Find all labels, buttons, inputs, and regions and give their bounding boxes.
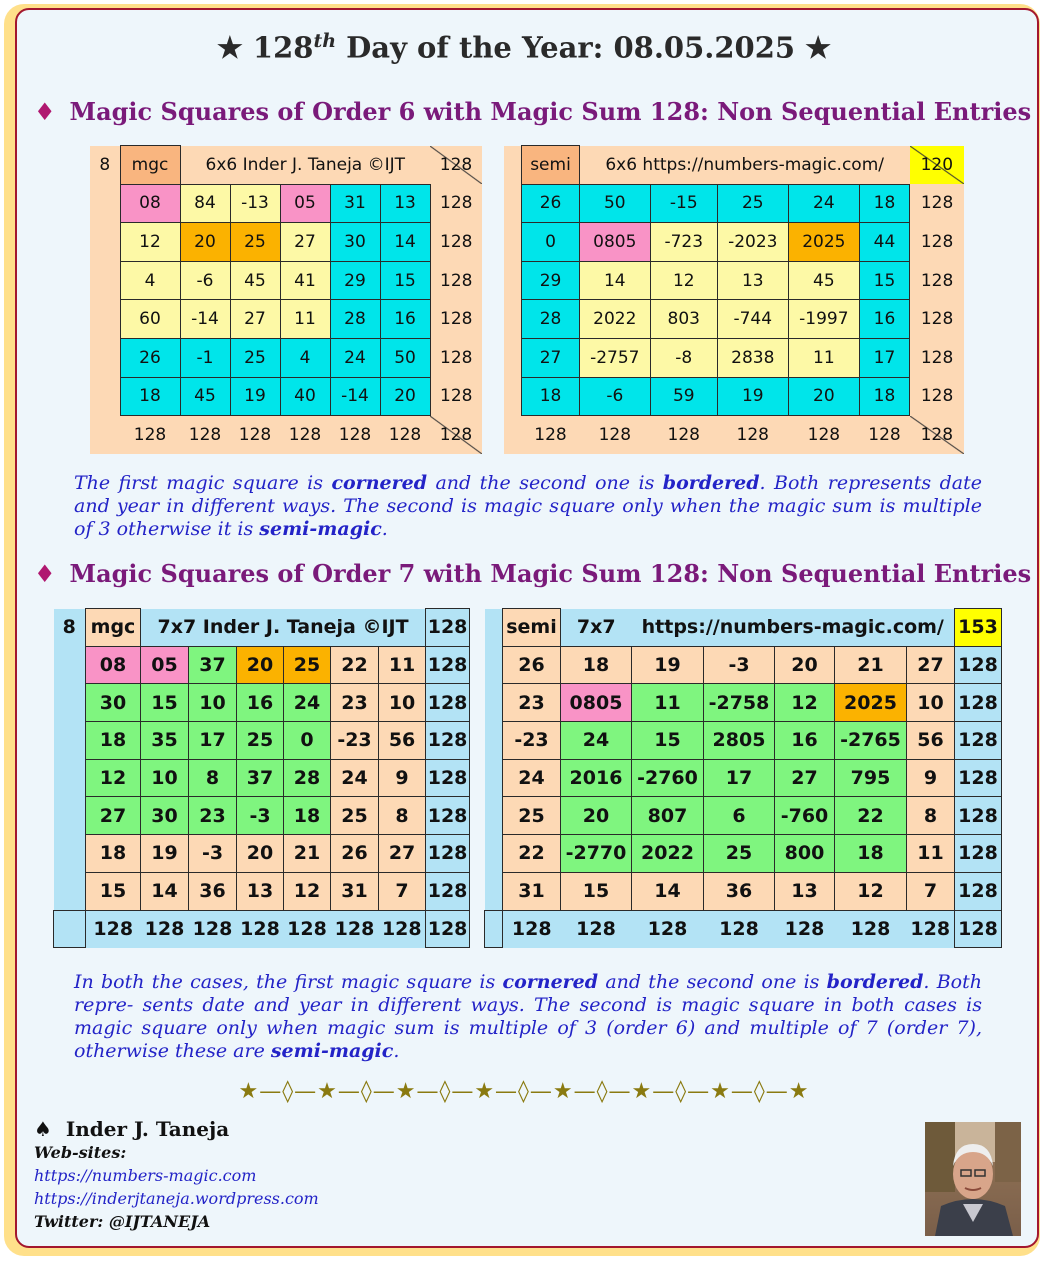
cell: 18 — [86, 722, 141, 760]
row-sum: 128 — [426, 872, 470, 910]
cell: 84 — [180, 184, 230, 223]
cell: 9 — [907, 759, 955, 797]
row-sum: 128 — [910, 300, 964, 339]
cell: 18 — [835, 835, 907, 873]
cell: 12 — [775, 684, 835, 722]
row-sum: 128 — [910, 338, 964, 377]
magic-square-6-bordered — [504, 145, 964, 454]
cell: 27 — [522, 338, 579, 377]
cell: 16 — [859, 300, 909, 339]
diagonal-sum: 128 — [426, 609, 470, 647]
cell: 21 — [835, 646, 907, 684]
cell: 13 — [775, 872, 835, 910]
cell: 30 — [141, 797, 189, 835]
row-sum: 128 — [426, 797, 470, 835]
cell: 12 — [835, 872, 907, 910]
cell: 24 — [503, 759, 561, 797]
cell: 11 — [379, 646, 426, 684]
cell: 2022 — [632, 835, 704, 873]
cell: 31 — [330, 184, 380, 223]
cell: -760 — [775, 797, 835, 835]
row-sum: 128 — [430, 223, 482, 262]
col-sum: 128 — [632, 910, 704, 948]
cell: 30 — [86, 684, 141, 722]
cell: 25 — [284, 646, 331, 684]
cell: 0 — [522, 223, 579, 262]
cell: 11 — [632, 684, 704, 722]
cell: 2022 — [579, 300, 650, 339]
cell: 795 — [835, 759, 907, 797]
cell: 37 — [189, 646, 237, 684]
cell: 22 — [503, 835, 561, 873]
table-caption: https://numbers-magic.com/ — [632, 609, 955, 647]
cell: 8 — [189, 759, 237, 797]
cell: 30 — [330, 223, 380, 262]
cell: 24 — [331, 759, 379, 797]
col-sum: 128 — [120, 416, 180, 454]
col-sum: 128 — [788, 416, 859, 454]
cell: 26 — [331, 835, 379, 873]
cell: -2757 — [579, 338, 650, 377]
cell: 7 — [379, 872, 426, 910]
cell: 18 — [284, 797, 331, 835]
cell: 18 — [120, 377, 180, 416]
cell: -6 — [180, 261, 230, 300]
cell: 11 — [907, 835, 955, 873]
row-sum: 128 — [955, 835, 1002, 873]
author-name: ♠ Inder J. Taneja — [34, 1117, 230, 1141]
col-sum: 128 — [380, 416, 430, 454]
cell: 17 — [189, 722, 237, 760]
cell: 27 — [775, 759, 835, 797]
row-sum: 128 — [426, 684, 470, 722]
col-sum: 128 — [180, 416, 230, 454]
cell: 12 — [120, 223, 180, 262]
cell: 27 — [907, 646, 955, 684]
section-heading-order6: ♦ Magic Squares of Order 6 with Magic Sum 128: Non Sequential Entries — [34, 97, 1032, 126]
cell: 14 — [579, 261, 650, 300]
description-order6: The first magic square is cornered and the second one is bordered. Both represents date and year in different ways. The second is magic square only when the magic sum is multiple of 3 otherwise it is semi-magic. — [74, 472, 982, 540]
diagonal-sum: 128 — [430, 146, 482, 185]
cell: 10 — [907, 684, 955, 722]
col-sum: 128 — [330, 416, 380, 454]
website-link-2[interactable]: https://inderjtaneja.wordpress.com — [34, 1189, 319, 1208]
diagonal-sum: 120 — [910, 146, 964, 185]
row-sum: 128 — [426, 759, 470, 797]
cell: 18 — [561, 646, 632, 684]
cell: 19 — [230, 377, 280, 416]
col-sum: 128 — [284, 910, 331, 948]
website-link-1[interactable]: https://numbers-magic.com — [34, 1166, 257, 1185]
cell: 19 — [141, 835, 189, 873]
cell: 23 — [331, 684, 379, 722]
cell: 18 — [86, 835, 141, 873]
col-sum: 128 — [331, 910, 379, 948]
row-sum: 128 — [430, 184, 482, 223]
cell: 24 — [284, 684, 331, 722]
cell: 56 — [379, 722, 426, 760]
cell: 4 — [280, 338, 330, 377]
section-heading-order7: ♦ Magic Squares of Order 7 with Magic Sum 128: Non Sequential Entries — [34, 559, 1032, 588]
author-footer — [34, 1117, 319, 1233]
row-sum: 128 — [910, 184, 964, 223]
cell: 13 — [717, 261, 788, 300]
cell: 8 — [907, 797, 955, 835]
cell: -3 — [189, 835, 237, 873]
cell: 25 — [503, 797, 561, 835]
col-sum: 128 — [86, 910, 141, 948]
cell: 10 — [189, 684, 237, 722]
star-divider: ★—◊—★—◊—★—◊—★—◊—★—◊—★—◊—★—◊—★ — [238, 1079, 810, 1104]
cell: 20 — [775, 646, 835, 684]
cell: 23 — [189, 797, 237, 835]
cell: 0 — [284, 722, 331, 760]
row-sum: 128 — [955, 872, 1002, 910]
cell: 14 — [141, 872, 189, 910]
cell: 59 — [650, 377, 717, 416]
cell: -2770 — [561, 835, 632, 873]
websites-label: Web-sites: — [34, 1143, 127, 1162]
col-sum: 128 — [237, 910, 284, 948]
cell: 16 — [237, 684, 284, 722]
cell: 14 — [632, 872, 704, 910]
col-sum: 128 — [522, 416, 579, 454]
cell: 23 — [503, 684, 561, 722]
cell: 50 — [579, 184, 650, 223]
cell: 18 — [522, 377, 579, 416]
type-label: mgc — [120, 146, 180, 185]
diamond-icon: ♦ — [34, 559, 56, 588]
type-label: semi — [522, 146, 579, 185]
cell: 10 — [379, 684, 426, 722]
cell: -14 — [180, 300, 230, 339]
cell: -2758 — [704, 684, 775, 722]
cell: -23 — [331, 722, 379, 760]
col-sum: 128 — [379, 910, 426, 948]
cell: 27 — [230, 300, 280, 339]
cell: 17 — [859, 338, 909, 377]
cell: 40 — [280, 377, 330, 416]
description-order7: In both the cases, the first magic square is cornered and the second one is bordered. Both repre- sents date and year in different ways. The second is magic square in both cases is magic square only when magic sum is multiple of 3 (order 6) and multiple of 7 (order 7), otherwise these are semi-magic. — [74, 971, 982, 1062]
row-sum: 128 — [426, 835, 470, 873]
cell: 25 — [237, 722, 284, 760]
cell: -6 — [579, 377, 650, 416]
cell: 60 — [120, 300, 180, 339]
cell: 45 — [230, 261, 280, 300]
row-sum: 128 — [426, 646, 470, 684]
cell: 0805 — [561, 684, 632, 722]
cell: -1997 — [788, 300, 859, 339]
order-label: 7x7 — [561, 609, 632, 647]
order-cell: 8 — [90, 146, 120, 185]
cell: 08 — [120, 184, 180, 223]
type-label: semi — [503, 609, 561, 647]
cell: 37 — [237, 759, 284, 797]
diagonal-sum: 128 — [430, 416, 482, 454]
type-label: mgc — [86, 609, 141, 647]
diagonal-sum: 128 — [910, 416, 964, 454]
cell: 27 — [86, 797, 141, 835]
page-title: ★ 128th Day of the Year: 08.05.2025 ★ — [216, 30, 832, 65]
cell: 24 — [330, 338, 380, 377]
cell: -3 — [704, 646, 775, 684]
table-caption: 6x6 Inder J. Taneja ©IJT — [180, 146, 430, 185]
col-sum: 128 — [230, 416, 280, 454]
cell: 08 — [86, 646, 141, 684]
row-sum: 128 — [955, 797, 1002, 835]
cell: 17 — [704, 759, 775, 797]
table-caption: 7x7 Inder J. Taneja ©IJT — [141, 609, 426, 647]
col-sum: 128 — [189, 910, 237, 948]
cell: 22 — [835, 797, 907, 835]
cell: 26 — [503, 646, 561, 684]
cell: 20 — [237, 646, 284, 684]
col-sum: 128 — [280, 416, 330, 454]
cell: 44 — [859, 223, 909, 262]
cell: -3 — [237, 797, 284, 835]
cell: 20 — [788, 377, 859, 416]
cell: 22 — [331, 646, 379, 684]
order-cell: 8 — [54, 609, 86, 647]
cell: 2805 — [704, 722, 775, 760]
cell: 28 — [522, 300, 579, 339]
cell: 21 — [284, 835, 331, 873]
cell: 4 — [120, 261, 180, 300]
cell: 11 — [280, 300, 330, 339]
col-sum: 128 — [561, 910, 632, 948]
cell: 15 — [632, 722, 704, 760]
cell: 800 — [775, 835, 835, 873]
col-sum: 128 — [775, 910, 835, 948]
cell: 35 — [141, 722, 189, 760]
cell: -14 — [330, 377, 380, 416]
cell: 36 — [189, 872, 237, 910]
cell: 24 — [788, 184, 859, 223]
col-sum: 128 — [907, 910, 955, 948]
row-sum: 128 — [430, 377, 482, 416]
author-photo — [925, 1122, 1021, 1236]
cell: -744 — [717, 300, 788, 339]
cell: 13 — [237, 872, 284, 910]
row-sum: 128 — [430, 300, 482, 339]
cell: 15 — [859, 261, 909, 300]
col-sum: 128 — [717, 416, 788, 454]
cell: 13 — [380, 184, 430, 223]
row-sum: 128 — [910, 261, 964, 300]
cell: -2765 — [835, 722, 907, 760]
cell: 18 — [859, 377, 909, 416]
col-sum: 128 — [835, 910, 907, 948]
cell: 14 — [380, 223, 430, 262]
magic-square-7-cornered — [53, 608, 470, 948]
cell: 50 — [380, 338, 430, 377]
cell: 6 — [704, 797, 775, 835]
cell: 25 — [704, 835, 775, 873]
cell: 807 — [632, 797, 704, 835]
cell: 31 — [503, 872, 561, 910]
cell: -8 — [650, 338, 717, 377]
row-sum: 128 — [426, 722, 470, 760]
col-sum: 128 — [650, 416, 717, 454]
cell: 26 — [522, 184, 579, 223]
cell: 56 — [907, 722, 955, 760]
twitter-handle: Twitter: @IJTANEJA — [34, 1212, 211, 1231]
cell: 45 — [180, 377, 230, 416]
magic-square-6-cornered — [90, 145, 482, 454]
cell: 12 — [650, 261, 717, 300]
cell: -13 — [230, 184, 280, 223]
cell: 20 — [237, 835, 284, 873]
col-sum: 128 — [141, 910, 189, 948]
cell: 2016 — [561, 759, 632, 797]
cell: 36 — [704, 872, 775, 910]
cell: 19 — [632, 646, 704, 684]
cell: 31 — [331, 872, 379, 910]
cell: 29 — [330, 261, 380, 300]
cell: 25 — [717, 184, 788, 223]
cell: 25 — [230, 338, 280, 377]
cell: 2025 — [788, 223, 859, 262]
cell: 24 — [561, 722, 632, 760]
row-sum: 128 — [955, 646, 1002, 684]
cell: 45 — [788, 261, 859, 300]
cell: 26 — [120, 338, 180, 377]
cell: 20 — [561, 797, 632, 835]
cell: 8 — [379, 797, 426, 835]
row-sum: 128 — [955, 759, 1002, 797]
cell: 25 — [230, 223, 280, 262]
row-sum: 128 — [910, 377, 964, 416]
cell: 12 — [284, 872, 331, 910]
diagonal-sum: 128 — [955, 910, 1002, 948]
cell: 27 — [280, 223, 330, 262]
cell: 19 — [717, 377, 788, 416]
cell: 11 — [788, 338, 859, 377]
cell: -15 — [650, 184, 717, 223]
cell: 9 — [379, 759, 426, 797]
cell: -2023 — [717, 223, 788, 262]
col-sum: 128 — [859, 416, 909, 454]
cell: 05 — [280, 184, 330, 223]
cell: 2838 — [717, 338, 788, 377]
cell: 12 — [86, 759, 141, 797]
cell: 10 — [141, 759, 189, 797]
table-caption: 6x6 https://numbers-magic.com/ — [579, 146, 909, 185]
row-sum: 128 — [955, 722, 1002, 760]
cell: -723 — [650, 223, 717, 262]
col-sum: 128 — [503, 910, 561, 948]
cell: 15 — [561, 872, 632, 910]
diagonal-sum: 128 — [426, 910, 470, 948]
cell: 15 — [141, 684, 189, 722]
cell: 15 — [86, 872, 141, 910]
cell: -23 — [503, 722, 561, 760]
row-sum: 128 — [955, 684, 1002, 722]
cell: 05 — [141, 646, 189, 684]
diagonal-sum: 153 — [955, 609, 1002, 647]
cell: 20 — [180, 223, 230, 262]
cell: 15 — [380, 261, 430, 300]
magic-square-7-bordered — [484, 608, 1002, 948]
cell: 41 — [280, 261, 330, 300]
cell: 0805 — [579, 223, 650, 262]
cell: 2025 — [835, 684, 907, 722]
cell: -2760 — [632, 759, 704, 797]
cell: 20 — [380, 377, 430, 416]
row-sum: 128 — [430, 261, 482, 300]
cell: 803 — [650, 300, 717, 339]
cell: 28 — [284, 759, 331, 797]
cell: -1 — [180, 338, 230, 377]
cell: 29 — [522, 261, 579, 300]
cell: 25 — [331, 797, 379, 835]
cell: 28 — [330, 300, 380, 339]
col-sum: 128 — [579, 416, 650, 454]
cell: 16 — [775, 722, 835, 760]
row-sum: 128 — [910, 223, 964, 262]
cell: 16 — [380, 300, 430, 339]
row-sum: 128 — [430, 338, 482, 377]
spade-icon: ♠ — [34, 1117, 52, 1141]
cell: 27 — [379, 835, 426, 873]
col-sum: 128 — [704, 910, 775, 948]
cell: 18 — [859, 184, 909, 223]
cell: 7 — [907, 872, 955, 910]
diamond-icon: ♦ — [34, 97, 56, 126]
